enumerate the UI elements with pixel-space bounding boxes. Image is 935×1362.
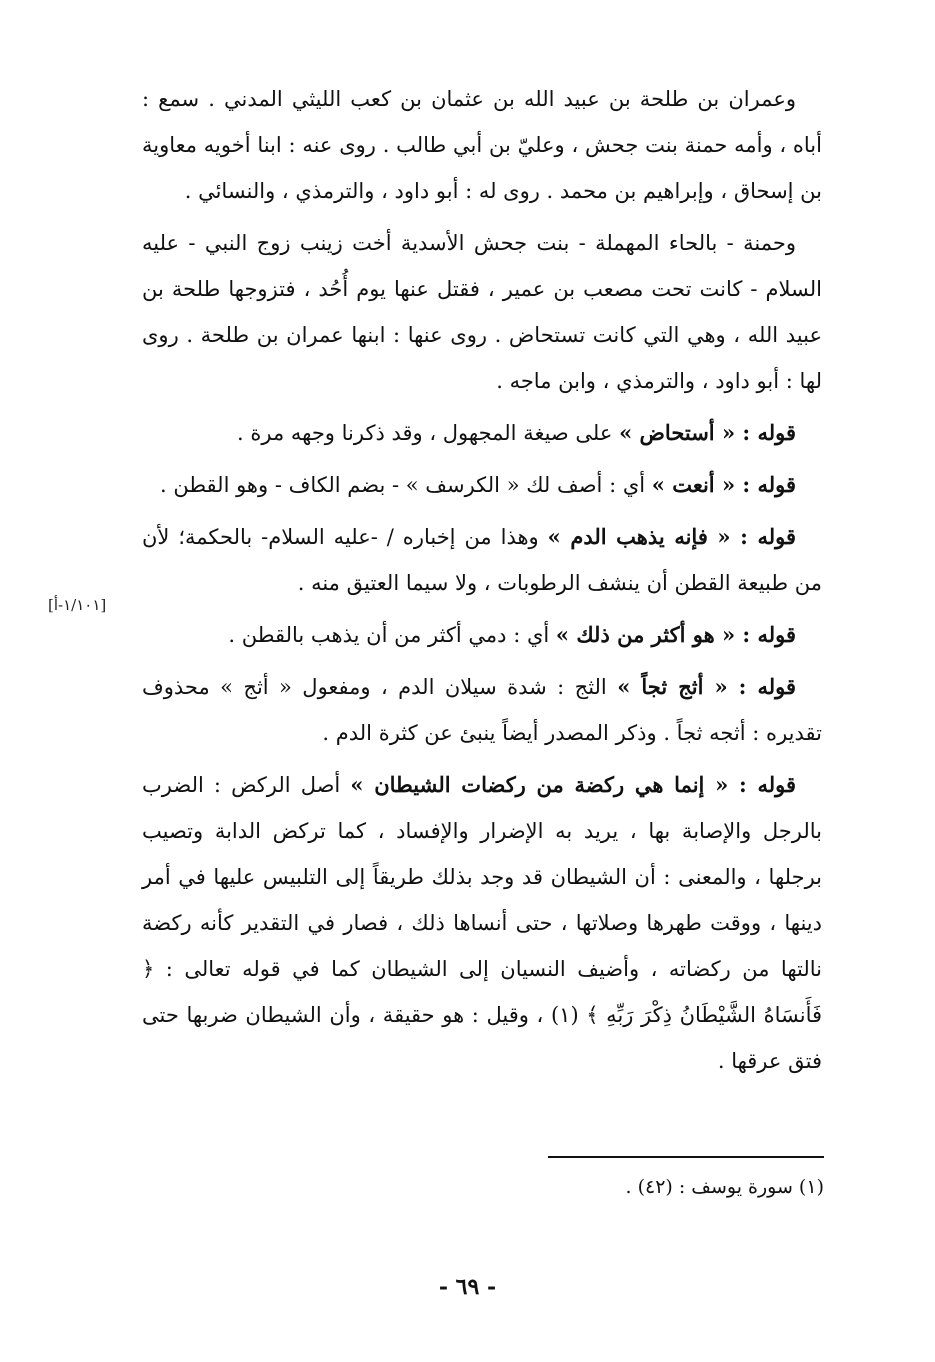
quoted-term: قوله : « أستحاض » [619, 420, 796, 445]
quoted-term: قوله : « هو أكثر من ذلك » [555, 622, 796, 647]
quoted-term: قوله : « أثج ثجاً » [617, 674, 796, 699]
paragraph-text: الثج : شدة سيلان الدم ، ومفعول « أثج » محذوف تقديره : أثجه ثجاً . وذكر المصدر أيضاً ينبئ عن كثرة الدم . [142, 675, 822, 745]
footnote: (١) سورة يوسف : (٤٢) . [625, 1176, 824, 1198]
paragraph-narrator-imran [142, 76, 822, 214]
paragraph-text: أي : أصف لك « الكرسف » - بضم الكاف - وهو القطن . [159, 473, 652, 497]
main-text [142, 76, 822, 1084]
paragraph-yadhhab-ad-dam [142, 514, 822, 606]
paragraph-athujju [142, 664, 822, 756]
paragraph-akthar [142, 612, 822, 658]
paragraph-text: أي : دمي أكثر من أن يذهب بالقطن . [228, 623, 556, 647]
quoted-term: قوله : « أنعت » [651, 472, 796, 497]
manuscript-folio-marker: [١/١٠١-أ] [48, 596, 107, 614]
paragraph-text: أصل الركض : الضرب بالرجل والإصابة بها ، يريد به الإضرار والإفساد ، كما تركض الدابة وتصيب برجلها ، والمعنى : أن الشيطان قد وجد بذلك طريقاً إلى التلبيس عليها في أمر دينها ، ووقت طهرها وصلاتها ، حتى أنساها ذلك ، فصار في التقدير كأنه ركضة نالتها من ركضاته ، وأضيف النسيان إلى الشيطان كما في قوله تعالى : ﴿ فَأَنسَاهُ الشَّيْطَانُ ذِكْرَ رَبِّهِ ﴾ (١) ، وقيل : هو حقيقة ، وأن الشيطان ضربها حتى فتق عرقها . [142, 773, 823, 1073]
quoted-term: قوله : « إنما هي ركضة من ركضات الشيطان » [350, 772, 796, 797]
paragraph-text: على صيغة المجهول ، وقد ذكرنا وجهه مرة . [237, 421, 620, 445]
quoted-term: قوله : « فإنه يذهب الدم » [547, 524, 797, 549]
paragraph-istihad [142, 410, 822, 456]
page-number: - ٦٩ - [438, 1274, 497, 1300]
paragraph-text: وهذا من إخباره / -عليه السلام- بالحكمة؛ لأن من طبيعة القطن أن ينشف الرطوبات ، ولا سيما العتيق منه . [142, 525, 822, 595]
paragraph-rakda [142, 762, 822, 1084]
paragraph-anat [142, 462, 822, 508]
paragraph-narrator-hamna [142, 220, 822, 404]
paragraph-text: وحمنة - بالحاء المهملة - بنت جحش الأسدية أخت زينب زوج النبي - عليه السلام - كانت تحت مصعب بن عمير ، فقتل عنها يوم أُحُد ، فتزوجها طلحة بن عبيد الله ، وهي التي كانت تستحاض . روى عنها : ابنها عمران بن طلحة . روى لها : أبو داود ، والترمذي ، وابن ماجه . [142, 231, 822, 393]
footnote-divider [548, 1156, 824, 1158]
paragraph-text: وعمران بن طلحة بن عبيد الله بن عثمان بن كعب الليثي المدني . سمع : أباه ، وأمه حمنة بنت جحش ، وعليّ بن أبي طالب . روى عنه : ابنا أخويه معاوية بن إسحاق ، وإبراهيم بن محمد . روى له : أبو داود ، والترمذي ، والنسائي . [142, 87, 822, 203]
